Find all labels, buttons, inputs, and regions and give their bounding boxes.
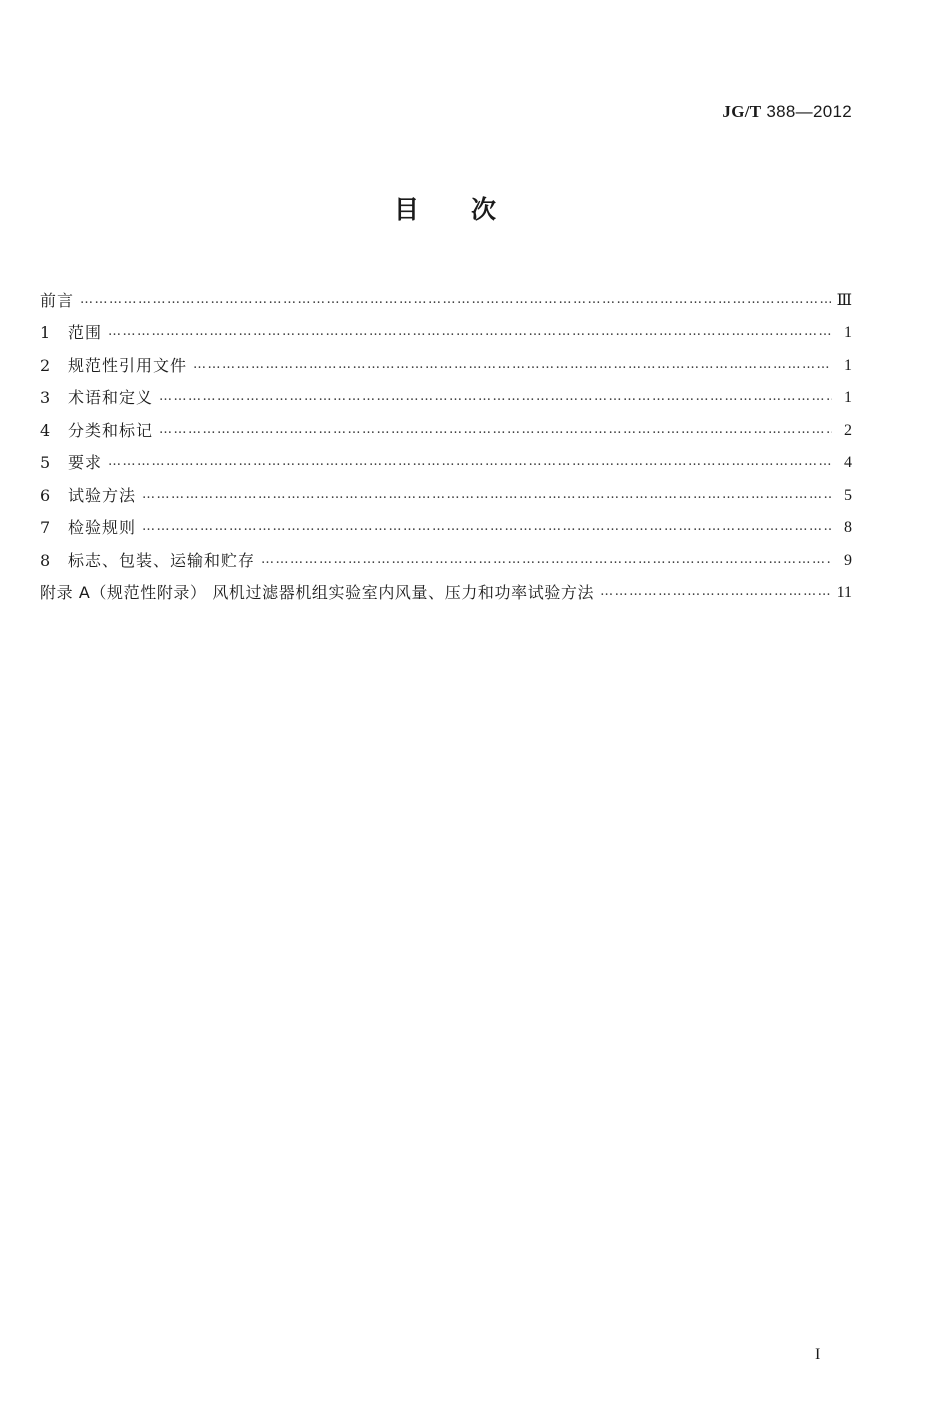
standard-code-prefix: JG/T: [722, 102, 762, 121]
toc-entry-page: Ⅲ: [836, 291, 852, 309]
page-title: 目次: [393, 195, 548, 224]
toc-entry-foreword[interactable]: [40, 279, 852, 312]
toc-leader: [193, 354, 832, 377]
toc-entry-label: 规范性引用文件: [68, 355, 188, 375]
toc-entry-label: 范围: [68, 323, 103, 342]
toc-entry-inspection-rules[interactable]: [40, 507, 852, 540]
toc-entry-test-methods[interactable]: [40, 474, 852, 507]
toc-entry-number: 6: [40, 485, 51, 505]
toc-entry-scope[interactable]: [40, 312, 852, 345]
toc-entry-label: 要求: [68, 453, 103, 472]
standard-code-number: 388—2012: [761, 102, 852, 121]
toc-entry-page: 9: [844, 551, 852, 569]
toc-entry-number: 2: [40, 355, 51, 375]
table-of-contents: [40, 279, 852, 604]
toc-entry-label: 术语和定义: [68, 388, 154, 407]
toc-entry-label: 分类和标记: [68, 420, 154, 440]
toc-entry-label: 试验方法: [68, 485, 137, 505]
toc-entry-terms-definitions[interactable]: [40, 377, 852, 410]
toc-entry-page: 8: [844, 519, 852, 536]
toc-entry-label: 标志、包装、运输和贮存: [68, 550, 256, 570]
toc-leader: [142, 516, 832, 539]
toc-entry-page: 1: [844, 324, 852, 341]
toc-entry-number: 1: [40, 323, 51, 342]
toc-leader: [108, 321, 832, 344]
toc-entry-marking-packaging[interactable]: [40, 539, 852, 572]
toc-entry-number: 7: [40, 518, 51, 537]
toc-entry-classification-marking[interactable]: [40, 409, 852, 442]
standard-code: [722, 102, 852, 122]
toc-entry-page: 2: [844, 421, 852, 439]
toc-entry-label: 附录 A（规范性附录） 风机过滤器机组实验室内风量、压力和功率试验方法: [40, 583, 595, 602]
toc-leader: [261, 549, 832, 572]
page-number: I: [815, 1346, 821, 1363]
toc-leader: [142, 484, 832, 507]
toc-leader: [80, 289, 831, 312]
toc-leader: [108, 451, 832, 474]
toc-entry-page: 5: [844, 486, 852, 504]
toc-entry-number: 3: [40, 388, 51, 407]
toc-entry-number: 5: [40, 453, 51, 472]
toc-entry-label: 检验规则: [68, 518, 137, 537]
toc-entry-number: 8: [40, 550, 51, 570]
toc-entry-normative-references[interactable]: [40, 344, 852, 377]
toc-entry-page: 1: [844, 389, 852, 406]
toc-entry-page: 1: [844, 356, 852, 374]
toc-entry-label: 前言: [40, 290, 75, 310]
toc-entry-page: 4: [844, 454, 852, 471]
toc-entry-annex-a[interactable]: [40, 572, 852, 605]
toc-leader: [159, 419, 832, 442]
toc-leader: [600, 581, 830, 604]
toc-entry-requirements[interactable]: [40, 442, 852, 475]
toc-entry-page: 11: [836, 584, 852, 601]
toc-leader: [159, 386, 832, 409]
toc-entry-number: 4: [40, 420, 51, 440]
